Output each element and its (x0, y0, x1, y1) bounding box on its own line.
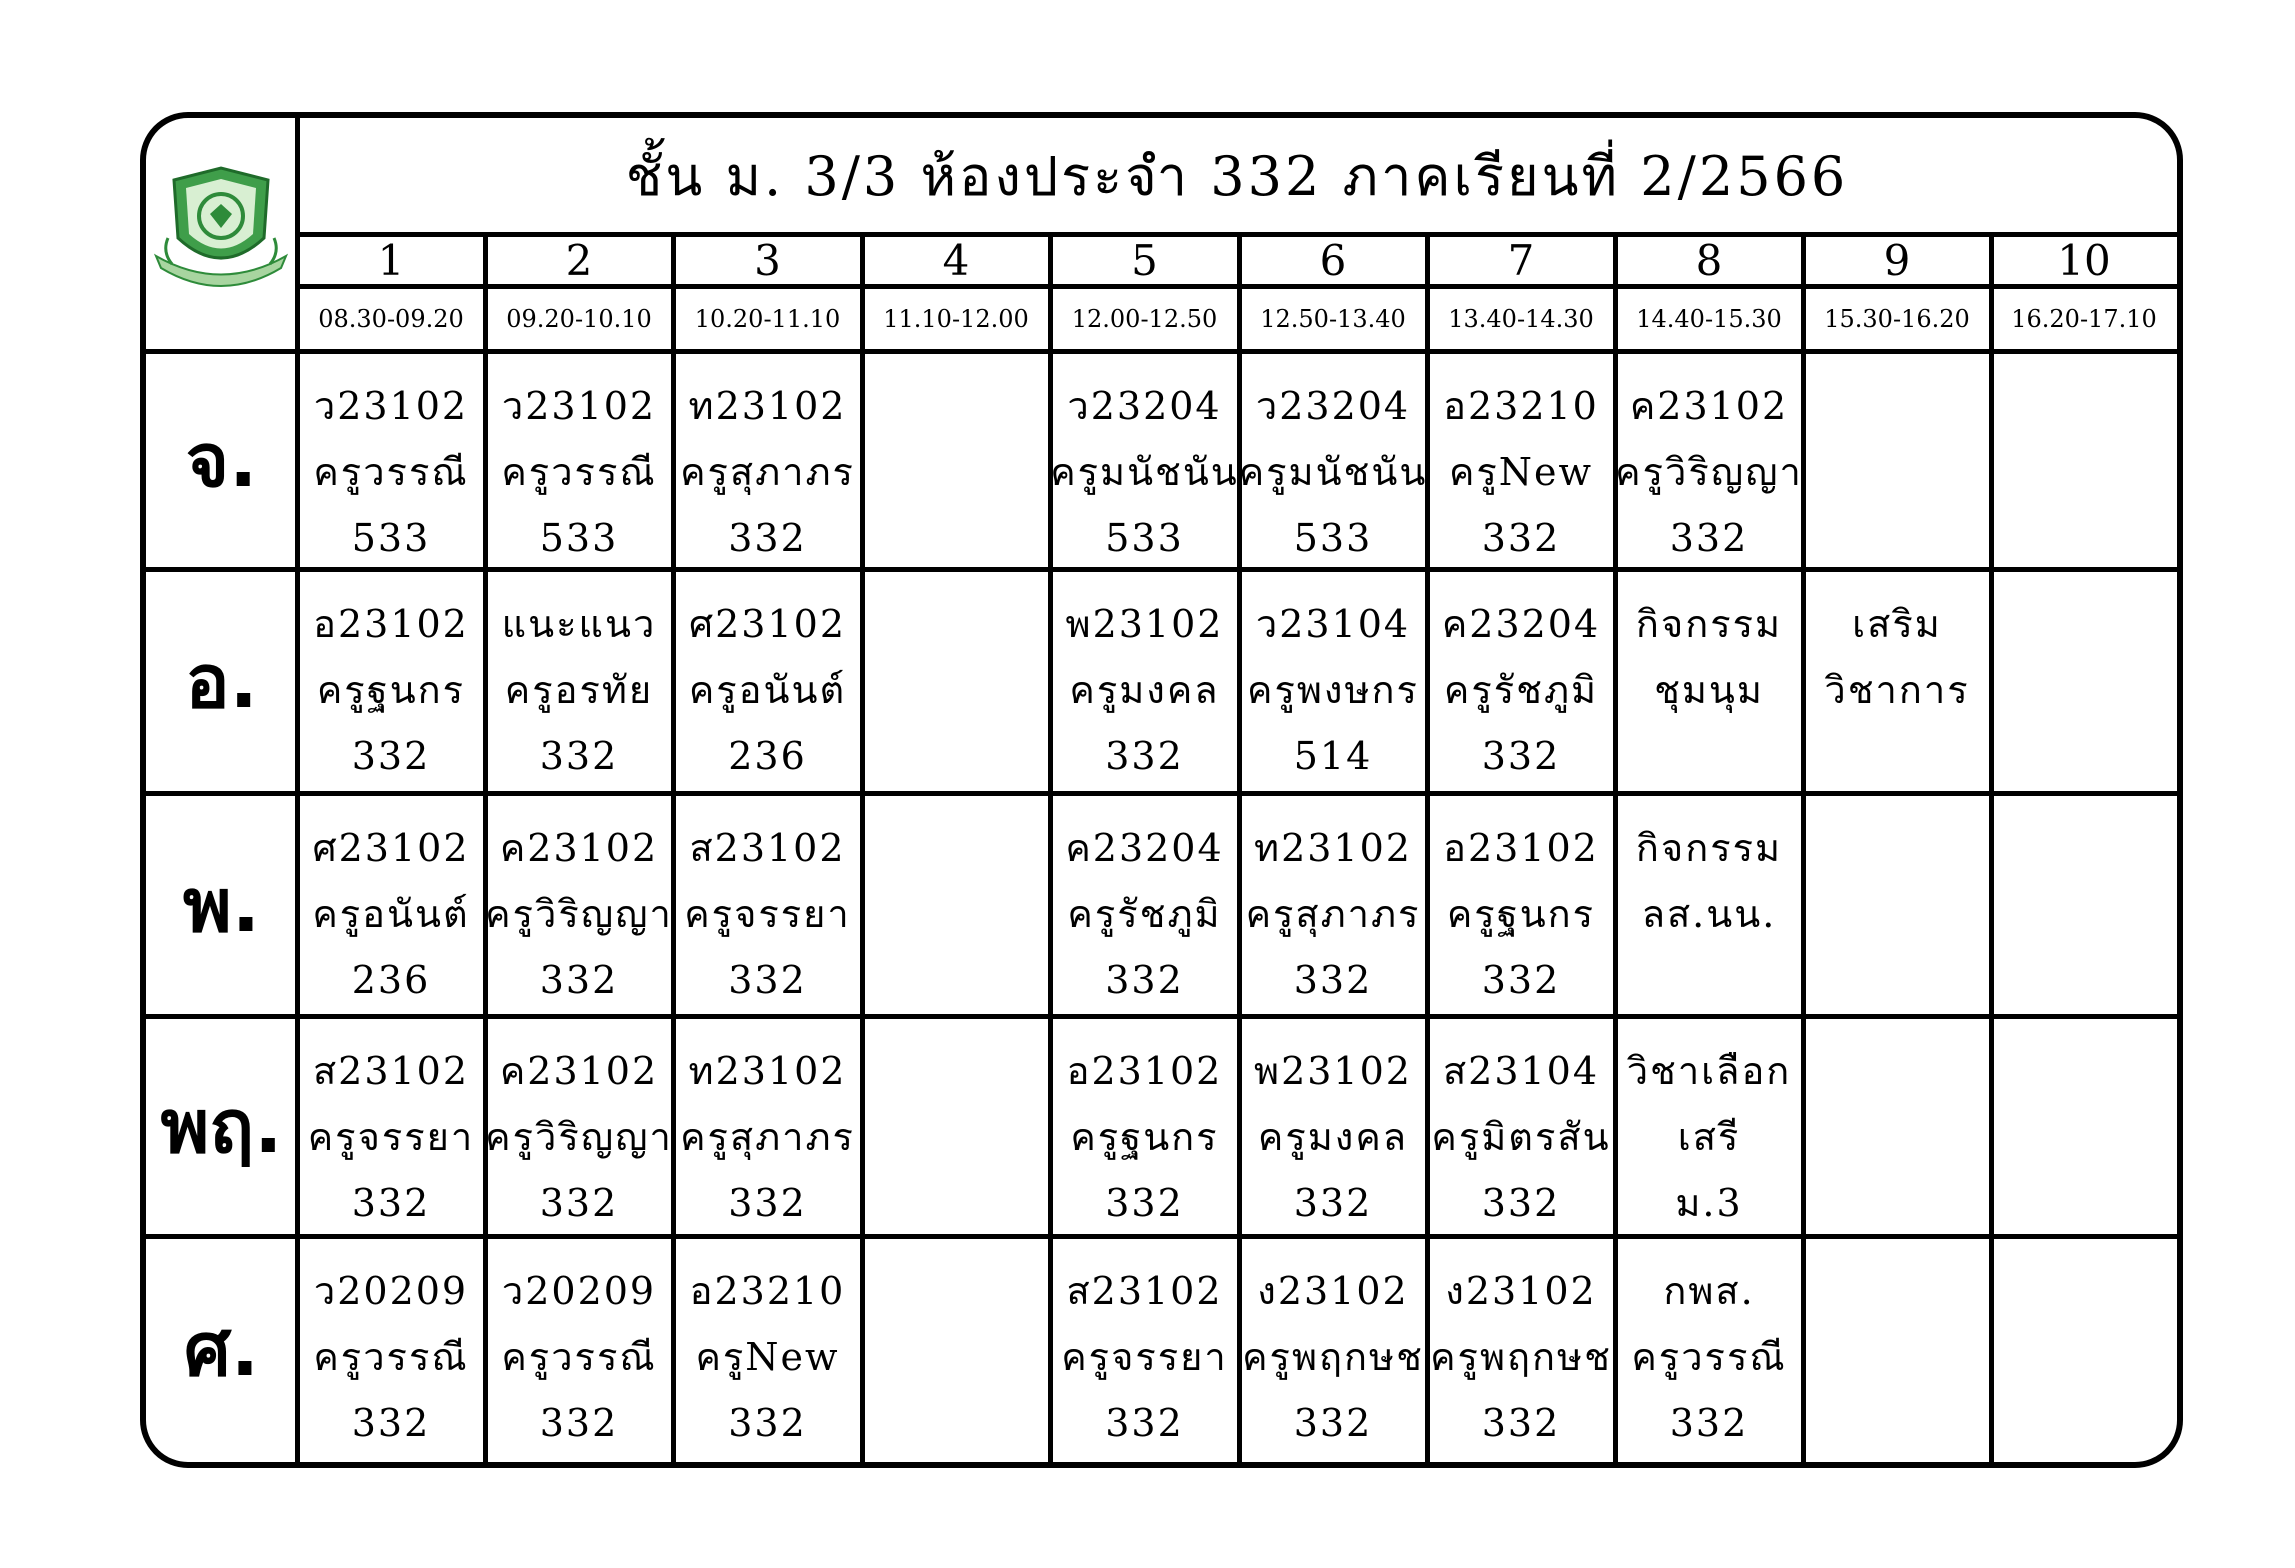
period-number: 10 (2057, 235, 2111, 285)
schedule-slot (297, 793, 485, 1016)
slot-subject: แนะแนว (501, 602, 657, 646)
slot-teacher: ครูฐนกร (1070, 1115, 1219, 1159)
slot-teacher: ครูอนันต์ (312, 892, 470, 936)
schedule-slot (1991, 793, 2177, 1016)
slot-teacher: ครูจรรยา (307, 1115, 475, 1159)
slot-room: 332 (351, 1401, 431, 1445)
slot-teacher: ครูรัชภูมิ (1067, 892, 1222, 936)
slot-teacher: ครูพฤกษช (1242, 1335, 1424, 1379)
school-crest-icon (146, 118, 297, 351)
slot-subject: ว23204 (1067, 384, 1222, 428)
slot-subject: อ23102 (1066, 1049, 1223, 1093)
slot-room: 332 (1481, 516, 1561, 560)
schedule-slot (485, 569, 673, 793)
slot-subject: อ23210 (689, 1269, 846, 1313)
slot-room: 533 (1293, 516, 1373, 560)
slot-subject: กิจกรรม (1635, 602, 1783, 646)
schedule-slot (862, 793, 1050, 1016)
slot-room: 332 (728, 1181, 807, 1225)
slot-room: 332 (1105, 1181, 1184, 1225)
schedule-slot (1615, 1236, 1803, 1462)
schedule-slot (1239, 351, 1427, 569)
slot-subject: ส23102 (689, 826, 846, 870)
schedule-slot (1803, 793, 1991, 1016)
slot-teacher: ครูพงษกร (1247, 668, 1419, 712)
slot-room: 332 (1669, 516, 1749, 560)
schedule-slot (297, 569, 485, 793)
schedule-slot (1991, 569, 2177, 793)
slot-teacher: ครูNew (695, 1335, 840, 1379)
day-label: พฤ. (160, 1084, 283, 1170)
slot-teacher: ครูวรรณี (313, 450, 469, 494)
slot-room: 332 (1293, 958, 1373, 1002)
slot-subject: ท23102 (688, 384, 847, 428)
slot-teacher: ครูฐนกร (1446, 892, 1596, 936)
slot-teacher: ครูมงคล (1069, 668, 1220, 712)
slot-subject: กพส. (1663, 1269, 1755, 1313)
slot-teacher: ครูมนัชนัน (1239, 450, 1427, 494)
period-time: 16.20-17.10 (2011, 304, 2157, 333)
slot-teacher: ครูวิริญญา (485, 892, 673, 936)
slot-subject: ศ23102 (688, 602, 846, 646)
schedule-slot (1239, 569, 1427, 793)
slot-teacher: ครูมิตรสัน (1431, 1115, 1611, 1159)
period-number: 2 (565, 235, 593, 285)
slot-room: 332 (351, 734, 431, 778)
schedule-slot (1615, 793, 1803, 1016)
period-number: 7 (1507, 235, 1535, 285)
slot-room: 332 (728, 516, 807, 560)
schedule-slot (485, 351, 673, 569)
period-number: 5 (1131, 235, 1158, 285)
slot-teacher: ครูสุภาภร (680, 450, 855, 494)
schedule-slot (673, 569, 862, 793)
schedule-slot (1050, 1016, 1239, 1236)
slot-room: 332 (1481, 734, 1561, 778)
schedule-slot (1239, 793, 1427, 1016)
slot-subject: กิจกรรม (1635, 826, 1783, 870)
slot-room: ม.3 (1675, 1181, 1743, 1225)
slot-subject: ว20209 (501, 1269, 657, 1313)
slot-room: 332 (728, 958, 807, 1002)
slot-subject: พ23102 (1065, 602, 1224, 646)
period-number: 1 (377, 235, 405, 285)
period-number: 6 (1319, 235, 1347, 285)
slot-teacher: ครูวิริญญา (485, 1115, 673, 1159)
schedule-slot (862, 1236, 1050, 1462)
period-time: 14.40-15.30 (1636, 304, 1782, 333)
schedule-slot (1050, 1236, 1239, 1462)
day-label: อ. (185, 639, 258, 725)
slot-room: 332 (539, 734, 619, 778)
slot-teacher: ครูมงคล (1257, 1115, 1409, 1159)
slot-teacher: ครูวิริญญา (1615, 450, 1803, 494)
period-number: 4 (942, 235, 970, 285)
day-label: จ. (185, 418, 258, 504)
slot-room: 533 (539, 516, 619, 560)
slot-teacher: ครูสุภาภร (680, 1115, 855, 1159)
schedule-slot (1615, 351, 1803, 569)
schedule-slot (673, 351, 862, 569)
slot-subject: พ23102 (1254, 1049, 1412, 1093)
slot-teacher: ครูวรรณี (313, 1335, 469, 1379)
slot-room: 332 (539, 1401, 619, 1445)
day-label: ศ. (183, 1307, 260, 1393)
slot-room: 332 (1105, 734, 1184, 778)
period-time: 08.30-09.20 (318, 304, 464, 333)
schedule-slot (1991, 351, 2177, 569)
slot-subject: อ23102 (313, 602, 469, 646)
timetable-frame (140, 112, 2183, 1468)
slot-subject: ว23204 (1255, 384, 1411, 428)
slot-subject: ท23102 (1254, 826, 1412, 870)
schedule-slot (862, 569, 1050, 793)
slot-subject: อ23102 (1443, 826, 1599, 870)
slot-subject: ว20209 (313, 1269, 469, 1313)
schedule-slot (297, 1236, 485, 1462)
schedule-slot (485, 1016, 673, 1236)
slot-room: 533 (351, 516, 431, 560)
period-number: 9 (1883, 235, 1911, 285)
day-label: พ. (183, 862, 260, 949)
schedule-slot (1803, 1016, 1991, 1236)
slot-teacher: ครูNew (1448, 450, 1594, 494)
slot-subject: ง23102 (1445, 1269, 1597, 1313)
schedule-slot (673, 1016, 862, 1236)
slot-room: 332 (1481, 1401, 1561, 1445)
schedule-slot (1615, 1016, 1803, 1236)
schedule-slot (1427, 793, 1615, 1016)
slot-subject: ง23102 (1257, 1269, 1409, 1313)
slot-teacher: ครูมนัชนัน (1050, 450, 1239, 494)
slot-room: 332 (1293, 1401, 1373, 1445)
slot-teacher: วิชาการ (1824, 668, 1970, 712)
schedule-slot (1239, 1016, 1427, 1236)
schedule-slot (485, 793, 673, 1016)
slot-room: 514 (1293, 734, 1373, 778)
schedule-slot (1427, 1236, 1615, 1462)
schedule-slot (862, 351, 1050, 569)
slot-subject: ส23102 (1066, 1269, 1223, 1313)
slot-room: 332 (1669, 1401, 1749, 1445)
slot-teacher: ครูอนันต์ (688, 668, 847, 712)
slot-teacher: ครูอรทัย (504, 668, 654, 712)
slot-teacher: ลส.นน. (1641, 892, 1777, 936)
schedule-slot (1803, 1236, 1991, 1462)
schedule-slot (1427, 569, 1615, 793)
schedule-slot (1991, 1236, 2177, 1462)
school-logo-cell (146, 118, 297, 351)
schedule-slot (673, 793, 862, 1016)
period-time: 12.50-13.40 (1260, 304, 1406, 333)
slot-room: 332 (1293, 1181, 1373, 1225)
schedule-slot (1050, 351, 1239, 569)
slot-subject: ว23102 (501, 384, 657, 428)
period-time: 11.10-12.00 (883, 304, 1029, 333)
slot-teacher: ครูวรรณี (1631, 1335, 1787, 1379)
slot-subject: ค23102 (499, 1049, 659, 1093)
slot-room: 332 (539, 958, 619, 1002)
slot-subject: วิชาเลือก (1626, 1049, 1792, 1093)
slot-subject: ส23104 (1442, 1049, 1600, 1093)
slot-room: 332 (728, 1401, 807, 1445)
schedule-slot (485, 1236, 673, 1462)
slot-room: 533 (1105, 516, 1184, 560)
slot-room: 332 (351, 1181, 431, 1225)
slot-subject: ค23102 (499, 826, 659, 870)
slot-room: 332 (539, 1181, 619, 1225)
period-time: 10.20-11.10 (694, 304, 841, 333)
slot-subject: ว23104 (1255, 602, 1411, 646)
slot-room: 236 (728, 734, 807, 778)
schedule-slot (1239, 1236, 1427, 1462)
slot-room: 236 (351, 958, 431, 1002)
slot-subject: ท23102 (688, 1049, 847, 1093)
slot-room: 332 (1481, 958, 1561, 1002)
schedule-slot (1803, 351, 1991, 569)
schedule-slot (1427, 1016, 1615, 1236)
schedule-slot (862, 1016, 1050, 1236)
period-time: 13.40-14.30 (1448, 304, 1594, 333)
slot-teacher: ชุมนุม (1654, 668, 1764, 712)
slot-teacher: ครูฐนกร (316, 668, 466, 712)
period-time: 12.00-12.50 (1071, 304, 1218, 333)
period-number: 8 (1695, 235, 1723, 285)
slot-room: 332 (1105, 958, 1184, 1002)
slot-teacher: เสรี (1677, 1115, 1741, 1159)
slot-room: 332 (1105, 1401, 1184, 1445)
period-time: 15.30-16.20 (1824, 304, 1970, 333)
slot-teacher: ครูจรรยา (1061, 1335, 1228, 1379)
slot-teacher: ครูจรรยา (684, 892, 851, 936)
schedule-slot (297, 1016, 485, 1236)
schedule-slot (297, 351, 485, 569)
slot-teacher: ครูพฤกษช (1430, 1335, 1612, 1379)
schedule-slot (673, 1236, 862, 1462)
schedule-slot (1615, 569, 1803, 793)
slot-subject: เสริม (1852, 602, 1942, 646)
slot-subject: ค23102 (1629, 384, 1789, 428)
slot-subject: ว23102 (313, 384, 469, 428)
period-time: 09.20-10.10 (506, 304, 652, 333)
slot-teacher: ครูสุภาภร (1245, 892, 1421, 936)
period-number: 3 (754, 235, 781, 285)
schedule-slot (1050, 793, 1239, 1016)
slot-teacher: ครูวรรณี (501, 1335, 657, 1379)
schedule-slot (1991, 1016, 2177, 1236)
slot-teacher: ครูวรรณี (501, 450, 657, 494)
page-title: ชั้น ม. 3/3 ห้องประจำ 332 ภาคเรียนที่ 2/2566 (625, 145, 1849, 208)
slot-teacher: ครูรัชภูมิ (1443, 668, 1599, 712)
slot-room: 332 (1481, 1181, 1561, 1225)
slot-subject: ส23102 (312, 1049, 470, 1093)
slot-subject: อ23210 (1443, 384, 1599, 428)
schedule-slot (1803, 569, 1991, 793)
slot-subject: ค23204 (1065, 826, 1224, 870)
slot-subject: ศ23102 (312, 826, 470, 870)
schedule-slot (1050, 569, 1239, 793)
slot-subject: ค23204 (1441, 602, 1601, 646)
schedule-slot (1427, 351, 1615, 569)
